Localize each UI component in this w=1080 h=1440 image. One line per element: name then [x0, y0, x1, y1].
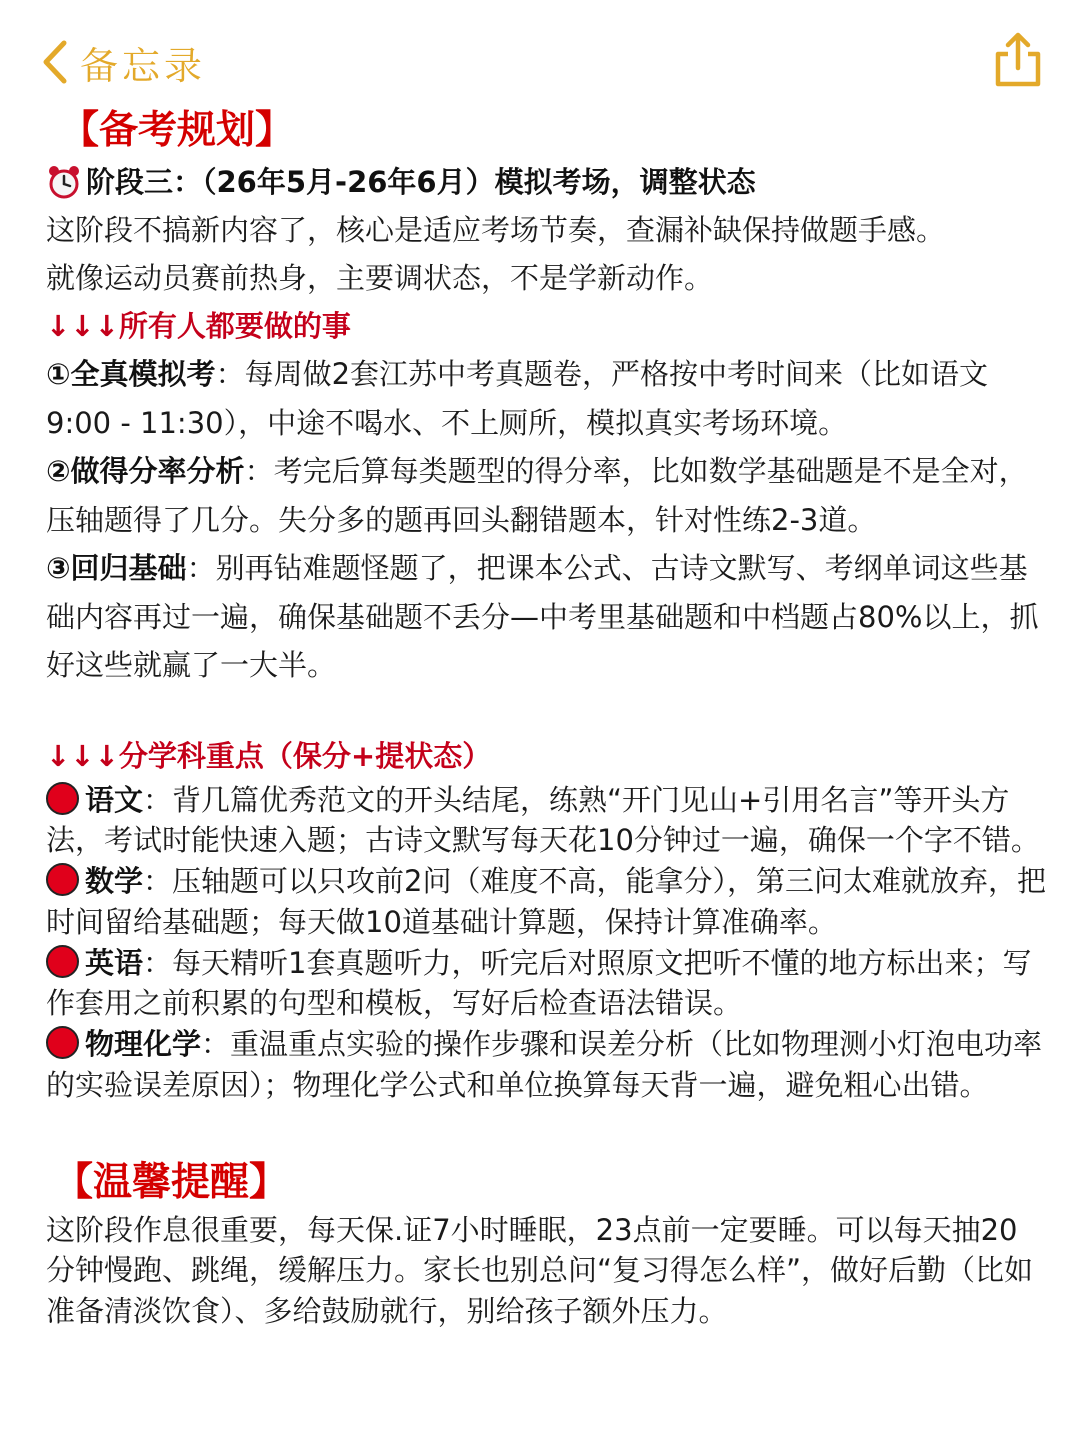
task-text: ：别再钻难题怪题了，把课本公式、古诗文默写、考纲单词这些基础内容再过一遍，确保基础题不丢分—中考里基础题和中档题占80%以上，抓好这些就赢了一大半。 — [46, 551, 1039, 682]
subject-text: ：背几篇优秀范文的开头结尾，练熟“开门见山+引用名言”等开头方法，考试时能快速入题；古诗文默写每天花10分钟过一遍，确保一个字不错。 — [46, 782, 1040, 858]
task-item — [46, 350, 1046, 447]
note-body[interactable] — [46, 104, 1046, 1331]
chevron-left-icon — [40, 39, 68, 85]
stage-heading — [46, 158, 1046, 206]
subject-label: 英语 — [85, 945, 144, 980]
share-button[interactable] — [990, 30, 1046, 90]
red-circle-icon — [46, 945, 79, 978]
reminder-title: 【温馨提醒】 — [54, 1159, 289, 1205]
intro-line: 就像运动员赛前热身，主要调状态，不是学新动作。 — [46, 261, 714, 295]
task-item — [46, 447, 1046, 544]
subject-label: 物理化学 — [85, 1027, 202, 1062]
subject-text: ：重温重点实验的操作步骤和误差分析（比如物理测小灯泡电功率的实验误差原因）；物理化学公式和单位换算每天背一遍，避免粗心出错。 — [46, 1027, 1043, 1103]
subject-item — [46, 943, 1046, 1025]
back-button[interactable] — [40, 34, 206, 90]
note-title: 【备考规划】 — [60, 108, 295, 153]
red-circle-icon — [46, 782, 79, 815]
alarm-clock-icon — [46, 164, 82, 200]
task-item — [46, 544, 1046, 690]
reminder-text: 这阶段作息很重要，每天保.证7小时睡眠，23点前一定要睡。可以每天抽20分钟慢跑、跳绳，缓解压力。家长也别总问“复习得怎么样”，做好后勤（比如准备清淡饮食）、多给鼓励就行，别给孩子额外压力。 — [46, 1212, 1034, 1328]
subject-item — [46, 780, 1046, 862]
back-label: 备忘录 — [80, 43, 207, 88]
subject-item — [46, 1024, 1046, 1106]
subject-label: 数学 — [85, 864, 144, 899]
subject-text: ：压轴题可以只攻前2问（难度不高，能拿分），第三问太难就放弃，把时间留给基础题；每天做10道基础计算题，保持计算准确率。 — [46, 864, 1046, 939]
subject-label: 语文 — [85, 782, 144, 817]
task-text: ：考完后算每类题型的得分率，比如数学基础题是不是全对，压轴题得了几分。失分多的题再回头翻错题本，针对性练2-3道。 — [46, 454, 1028, 537]
task-label: ①全真模拟考 — [46, 357, 216, 391]
subjects-heading: ↓↓↓分学科重点（保分+提状态） — [46, 738, 492, 773]
subject-item — [46, 861, 1046, 943]
red-circle-icon — [46, 863, 79, 896]
task-label: ③回归基础 — [46, 551, 187, 585]
stage-text: 阶段三：（26年5月-26年6月）模拟考场，调整状态 — [86, 165, 756, 199]
subject-text: ：每天精听1套真题听力，听完后对照原文把听不懂的地方标出来；写作套用之前积累的句型和模板，写好后检查语法错误。 — [46, 945, 1032, 1021]
navigation-bar — [0, 0, 1080, 120]
task-label: ②做得分率分析 — [46, 454, 245, 488]
share-icon — [990, 30, 1046, 90]
everyone-heading: ↓↓↓所有人都要做的事 — [46, 309, 351, 343]
intro-line: 这阶段不搞新内容了，核心是适应考场节奏，查漏补缺保持做题手感。 — [46, 213, 946, 247]
red-circle-icon — [46, 1026, 79, 1059]
task-text: ：每周做2套江苏中考真题卷，严格按中考时间来（比如语文9:00 - 11:30），中途不喝水、不上厕所，模拟真实考场环境。 — [46, 357, 989, 440]
